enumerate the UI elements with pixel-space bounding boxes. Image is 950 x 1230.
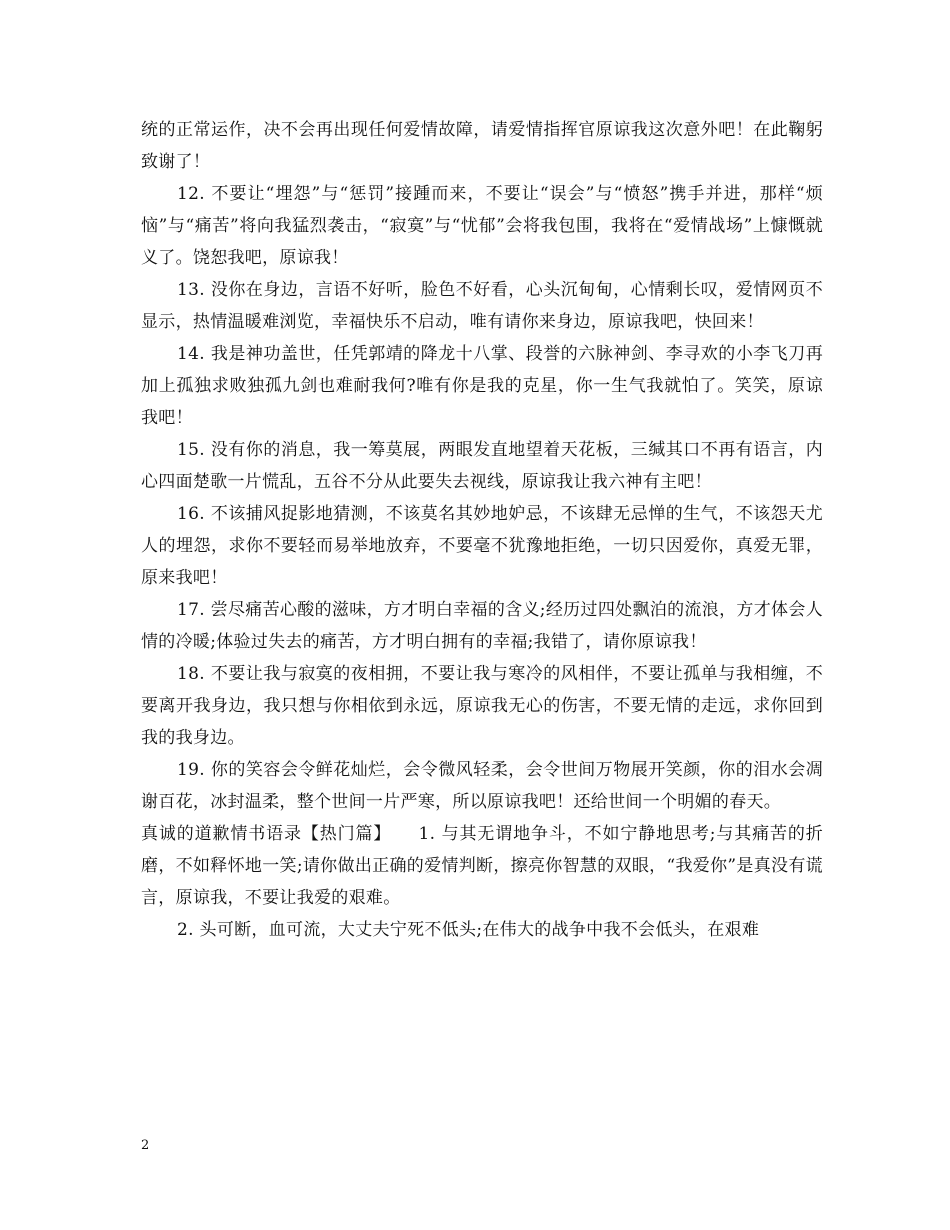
body-text <box>141 114 823 946</box>
page-number: 2 <box>141 1138 150 1153</box>
paragraph-item-19: 19. 你的笑容会令鲜花灿烂，会令微风轻柔，会令世间万物展开笑颜，你的泪水会凋谢百花，冰封温柔，整个世间一片严寒，所以原谅我吧！还给世间一个明媚的春天。 <box>141 760 823 812</box>
paragraph-continuation: 统的正常运作，决不会再出现任何爱情故障，请爱情指挥官原谅我这次意外吧！在此鞠躬致谢了！ <box>141 120 823 172</box>
paragraph-item-16: 16. 不该捕风捉影地猜测，不该莫名其妙地妒忌，不该肆无忌惮的生气，不该怨天尤人的埋怨，求你不要轻而易举地放弃，不要毫不犹豫地拒绝，一切只因爱你，真爱无罪，原来我吧！ <box>141 504 823 588</box>
paragraph-item-18: 18. 不要让我与寂寞的夜相拥，不要让我与寒冷的风相伴，不要让孤单与我相缠，不要离开我身边，我只想与你相依到永远，原谅我无心的伤害，不要无情的走远，求你回到我的我身边。 <box>141 664 823 748</box>
paragraph-item-15: 15. 没有你的消息，我一筹莫展，两眼发直地望着天花板，三缄其口不再有语言，内心四面楚歌一片慌乱，五谷不分从此要失去视线，原谅我让我六神有主吧！ <box>141 440 823 492</box>
paragraph-item-17: 17. 尝尽痛苦心酸的滋味，方才明白幸福的含义;经历过四处飘泊的流浪，方才体会人情的冷暖;体验过失去的痛苦，方才明白拥有的幸福;我错了，请你原谅我！ <box>141 600 823 652</box>
paragraph-item-12: 12. 不要让“埋怨”与“惩罚”接踵而来，不要让“误会”与“愤怒”携手并进，那样“烦恼”与“痛苦”将向我猛烈袭击，“寂寞”与“忧郁”会将我包围，我将在“爱情战场”上慷慨就义了。饶恕我吧，原谅我！ <box>141 184 823 268</box>
paragraph-item-13: 13. 没你在身边，言语不好听，脸色不好看，心头沉甸甸，心情剩长叹，爱情网页不显示，热情温暖难浏览，幸福快乐不启动，唯有请你来身边，原谅我吧，快回来！ <box>141 280 823 332</box>
paragraph-item-2: 2. 头可断，血可流，大丈夫宁死不低头;在伟大的战争中我不会低头，在艰难 <box>177 920 760 940</box>
section-heading-paragraph: 真诚的道歉情书语录【热门篇】 1. 与其无谓地争斗，不如宁静地思考;与其痛苦的折磨，不如释怀地一笑;请你做出正确的爱情判断，擦亮你智慧的双眼，“我爱你”是真没有谎言，原谅我，不要让我爱的艰难。 <box>141 824 823 908</box>
paragraph-item-14: 14. 我是神功盖世，任凭郭靖的降龙十八掌、段誉的六脉神剑、李寻欢的小李飞刀再加上孤独求败独孤九剑也难耐我何?唯有你是我的克星，你一生气我就怕了。笑笑，原谅我吧！ <box>141 344 823 428</box>
